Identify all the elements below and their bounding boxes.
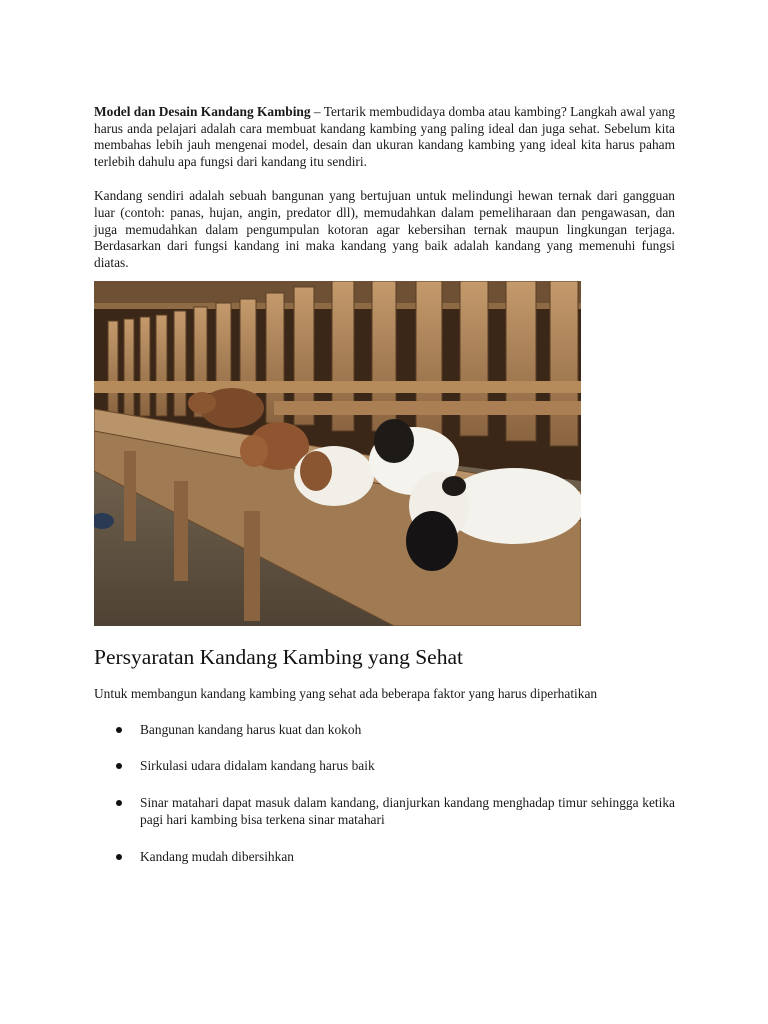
list-item-text: Bangunan kandang harus kuat dan kokoh — [140, 721, 362, 737]
function-paragraph: Kandang sendiri adalah sebuah bangunan yang bertujuan untuk melindungi hewan ternak dari gangguan luar (contoh: panas, hujan, angin, predator dll), memudahkan dalam pemeliharaan dan pengawasan, dan juga memudahkan dalam pengumpulan kotoran agar kebersihan ternak maupun lingkungan terjaga. Berdasarkan dari fungsi kandang ini maka kandang yang baik adalah kandang yang memenuhi fungsi diatas. — [94, 188, 675, 270]
list-item-text: Sinar matahari dapat masuk dalam kandang, dianjurkan kandang menghadap timur sehingga ketika pagi hari kambing bisa terkena sinar matahari — [140, 794, 675, 828]
bullet-icon — [116, 763, 122, 769]
list-item-text: Kandang mudah dibersihkan — [140, 848, 294, 864]
goat-pen-illustration — [94, 281, 581, 626]
list-item — [94, 848, 675, 866]
section-heading: Persyaratan Kandang Kambing yang Sehat — [94, 645, 463, 670]
list-item — [94, 757, 675, 775]
intro-lead: Model dan Desain Kandang Kambing — [94, 104, 311, 119]
list-item — [94, 721, 675, 739]
list-item-text: Sirkulasi udara didalam kandang harus baik — [140, 758, 375, 774]
bullet-icon — [116, 800, 122, 806]
intro-text: – Tertarik membudidaya domba atau kambing? Langkah awal yang harus anda pelajari adalah cara membuat kandang kambing yang paling ideal dan juga sehat. Sebelum kita membahas lebih jauh mengenai model, desain dan ukuran kandang kambing yang ideal kita harus paham terlebih dahulu apa fungsi dari kandang itu sendiri. — [94, 104, 675, 169]
section-intro: Untuk membangun kandang kambing yang sehat ada beberapa faktor yang harus diperhatikan — [94, 686, 598, 702]
bullet-icon — [116, 727, 122, 733]
intro-paragraph — [94, 104, 675, 170]
bullet-icon — [116, 854, 122, 860]
list-item — [94, 794, 675, 829]
document-page — [94, 104, 675, 865]
goat-pen-photo — [94, 281, 581, 626]
requirements-list — [94, 721, 675, 866]
